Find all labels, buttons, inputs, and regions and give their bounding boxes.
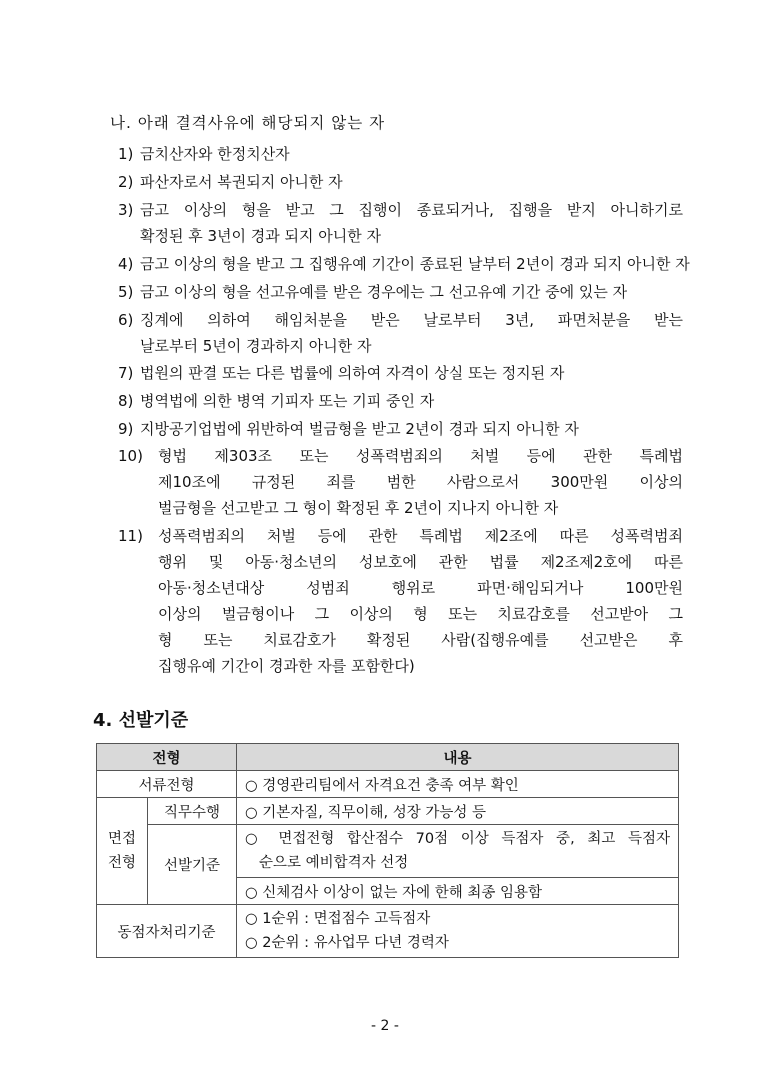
list-item bbox=[118, 360, 683, 386]
list-item bbox=[118, 388, 683, 414]
list-item-number: 2) bbox=[118, 173, 134, 191]
list-item-number: 1) bbox=[118, 145, 134, 163]
list-item-number: 8) bbox=[118, 392, 134, 410]
list-item-text: 금고 이상의 형을 받고 그 집행이 종료되거나, 집행을 받지 아니하기로 bbox=[140, 201, 683, 219]
duty-label: 직무수행 bbox=[148, 798, 237, 825]
duty-content: ○ 기본자질, 직무이해, 성장 가능성 등 bbox=[237, 798, 679, 825]
list-item-text: 날로부터 5년이 경과하지 아니한 자 bbox=[140, 337, 372, 355]
list-item-text: 성폭력범죄의 처벌 등에 관한 특례법 제2조에 따른 성폭력범죄 bbox=[158, 527, 683, 545]
doc-screen-content: ○ 경영관리팀에서 자격요건 충족 여부 확인 bbox=[237, 771, 679, 798]
list-item bbox=[118, 197, 683, 249]
list-item bbox=[118, 251, 690, 277]
list-item-text: 형 또는 치료감호가 확정된 사람(집행유예를 선고받은 후 bbox=[158, 631, 683, 649]
tie-label: 동점자처리기준 bbox=[97, 905, 237, 958]
list-item-number: 6) bbox=[118, 311, 134, 329]
list-item-text: 금고 이상의 형을 선고유예를 받은 경우에는 그 선고유예 기간 중에 있는 자 bbox=[140, 283, 628, 301]
list-item bbox=[118, 169, 683, 195]
list-item-text: 제10조에 규정된 죄를 범한 사람으로서 300만원 이상의 bbox=[158, 473, 683, 491]
list-item-number: 4) bbox=[118, 255, 134, 273]
doc-screen-label: 서류전형 bbox=[97, 771, 237, 798]
list-item-text: 벌금형을 선고받고 그 형이 확정된 후 2년이 지나지 아니한 자 bbox=[158, 499, 559, 517]
tie-content bbox=[237, 905, 679, 958]
list-item bbox=[118, 307, 683, 359]
subheading: 나. 아래 결격사유에 해당되지 않는 자 bbox=[110, 114, 386, 132]
interview-label-2: 전형 bbox=[107, 855, 136, 871]
header-type: 전형 bbox=[97, 744, 237, 771]
list-item bbox=[118, 523, 683, 679]
list-item-text: 아동·청소년대상 성범죄 행위로 파면·해임되거나 100만원 bbox=[158, 579, 683, 597]
list-item bbox=[118, 141, 683, 167]
page-number: - 2 - bbox=[371, 1018, 399, 1034]
list-item-text: 법원의 판결 또는 다른 법률에 의하여 자격이 상실 또는 정지된 자 bbox=[140, 364, 565, 382]
selection-content-b: ○ 신체검사 이상이 없는 자에 한해 최종 임용함 bbox=[237, 878, 679, 905]
list-item-text: 금치산자와 한정치산자 bbox=[140, 145, 290, 163]
section-title: 4. 선발기준 bbox=[93, 710, 189, 731]
list-item-text: 형법 제303조 또는 성폭력범죄의 처벌 등에 관한 특례법 bbox=[158, 447, 683, 465]
selection-criteria-table bbox=[96, 743, 679, 958]
list-item-text: 지방공기업법에 위반하여 벌금형을 받고 2년이 경과 되지 아니한 자 bbox=[140, 420, 579, 438]
selection-line1: ○ 면접전형 합산점수 70점 이상 득점자 중, 최고 득점자 bbox=[245, 831, 670, 847]
list-item bbox=[118, 443, 683, 521]
list-item-number: 10) bbox=[118, 447, 143, 465]
list-item-number: 7) bbox=[118, 364, 134, 382]
list-item-number: 5) bbox=[118, 283, 134, 301]
list-item-text: 이상의 벌금형이나 그 이상의 형 또는 치료감호를 선고받아 그 bbox=[158, 605, 683, 623]
list-item-text: 병역법에 의한 병역 기피자 또는 기피 중인 자 bbox=[140, 392, 435, 410]
interview-label-1: 면접 bbox=[107, 831, 136, 847]
list-item-text: 집행유예 기간이 경과한 자를 포함한다) bbox=[158, 657, 415, 675]
list-item-text: 파산자로서 복권되지 아니한 자 bbox=[140, 173, 343, 191]
interview-label bbox=[97, 798, 148, 905]
list-item bbox=[118, 279, 683, 305]
header-content: 내용 bbox=[237, 744, 679, 771]
list-item bbox=[118, 416, 683, 442]
list-item-text: 징계에 의하여 해임처분을 받은 날로부터 3년, 파면처분을 받는 bbox=[140, 311, 683, 329]
list-item-number: 9) bbox=[118, 420, 134, 438]
list-item-text: 금고 이상의 형을 받고 그 집행유예 기간이 종료된 날부터 2년이 경과 되지 아니한 자 bbox=[140, 255, 690, 273]
list-item-text: 확정된 후 3년이 경과 되지 아니한 자 bbox=[140, 227, 382, 245]
selection-label: 선발기준 bbox=[148, 825, 237, 905]
tie-line2: ○ 2순위 : 유사업무 다년 경력자 bbox=[245, 935, 449, 951]
list-item-number: 11) bbox=[118, 527, 143, 545]
selection-content-a bbox=[237, 825, 679, 878]
list-item-text: 행위 및 아동·청소년의 성보호에 관한 법률 제2조제2호에 따른 bbox=[158, 553, 683, 571]
tie-line1: ○ 1순위 : 면접점수 고득점자 bbox=[245, 911, 431, 927]
list-item-number: 3) bbox=[118, 201, 134, 219]
selection-line2: 순으로 예비합격자 선정 bbox=[259, 855, 409, 871]
